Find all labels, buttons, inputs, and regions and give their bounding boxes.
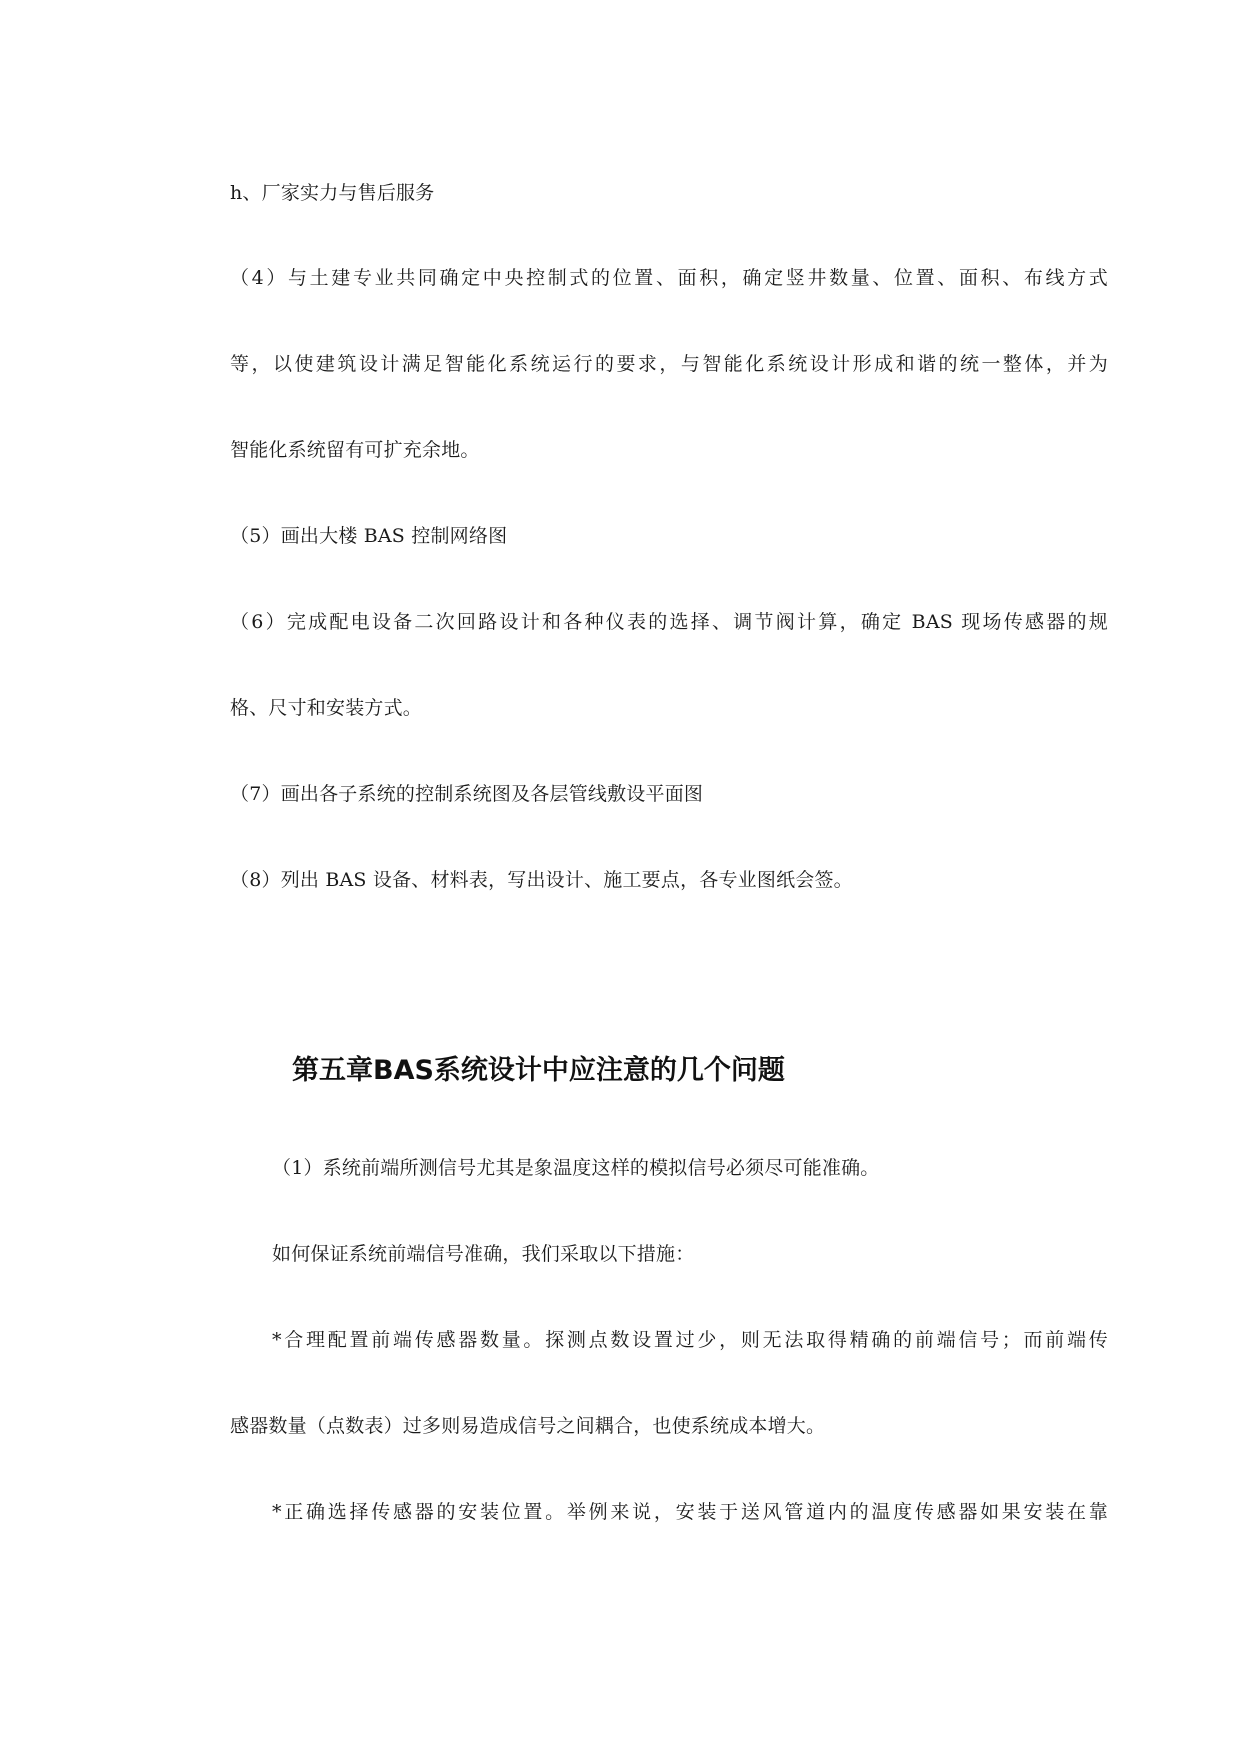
- paragraph-7: （7）画出各子系统的控制系统图及各层管线敷设平面图: [230, 783, 704, 805]
- measure-1-line-2: 感器数量（点数表）过多则易造成信号之间耦合，也使系统成本增大。: [230, 1415, 826, 1437]
- measure-1-line-1: *合理配置前端传感器数量。探测点数设置过少，则无法取得精确的前端信号；而前端传: [272, 1329, 1108, 1351]
- paragraph-6-line-1: （6）完成配电设备二次回路设计和各种仪表的选择、调节阀计算，确定 BAS 现场传感器的规: [230, 611, 1108, 633]
- measure-2-line-1: *正确选择传感器的安装位置。举例来说，安装于送风管道内的温度传感器如果安装在靠: [272, 1501, 1108, 1523]
- measures-intro: 如何保证系统前端信号准确，我们采取以下措施：: [272, 1243, 695, 1265]
- list-item-h: h、厂家实力与售后服务: [230, 182, 435, 204]
- chapter-title: 第五章BAS系统设计中应注意的几个问题: [292, 1055, 785, 1086]
- section-1-statement: （1）系统前端所测信号尤其是象温度这样的模拟信号必须尽可能准确。: [272, 1157, 880, 1179]
- paragraph-4-line-1: （4）与土建专业共同确定中央控制式的位置、面积，确定竖井数量、位置、面积、布线方式: [230, 267, 1108, 289]
- paragraph-4-line-2: 等，以使建筑设计满足智能化系统运行的要求，与智能化系统设计形成和谐的统一整体，并为: [230, 353, 1108, 375]
- paragraph-5: （5）画出大楼 BAS 控制网络图: [230, 525, 508, 547]
- paragraph-4-line-3: 智能化系统留有可扩充余地。: [230, 439, 480, 461]
- paragraph-6-line-2: 格、尺寸和安装方式。: [230, 697, 423, 719]
- paragraph-8: （8）列出 BAS 设备、材料表，写出设计、施工要点，各专业图纸会签。: [230, 869, 853, 891]
